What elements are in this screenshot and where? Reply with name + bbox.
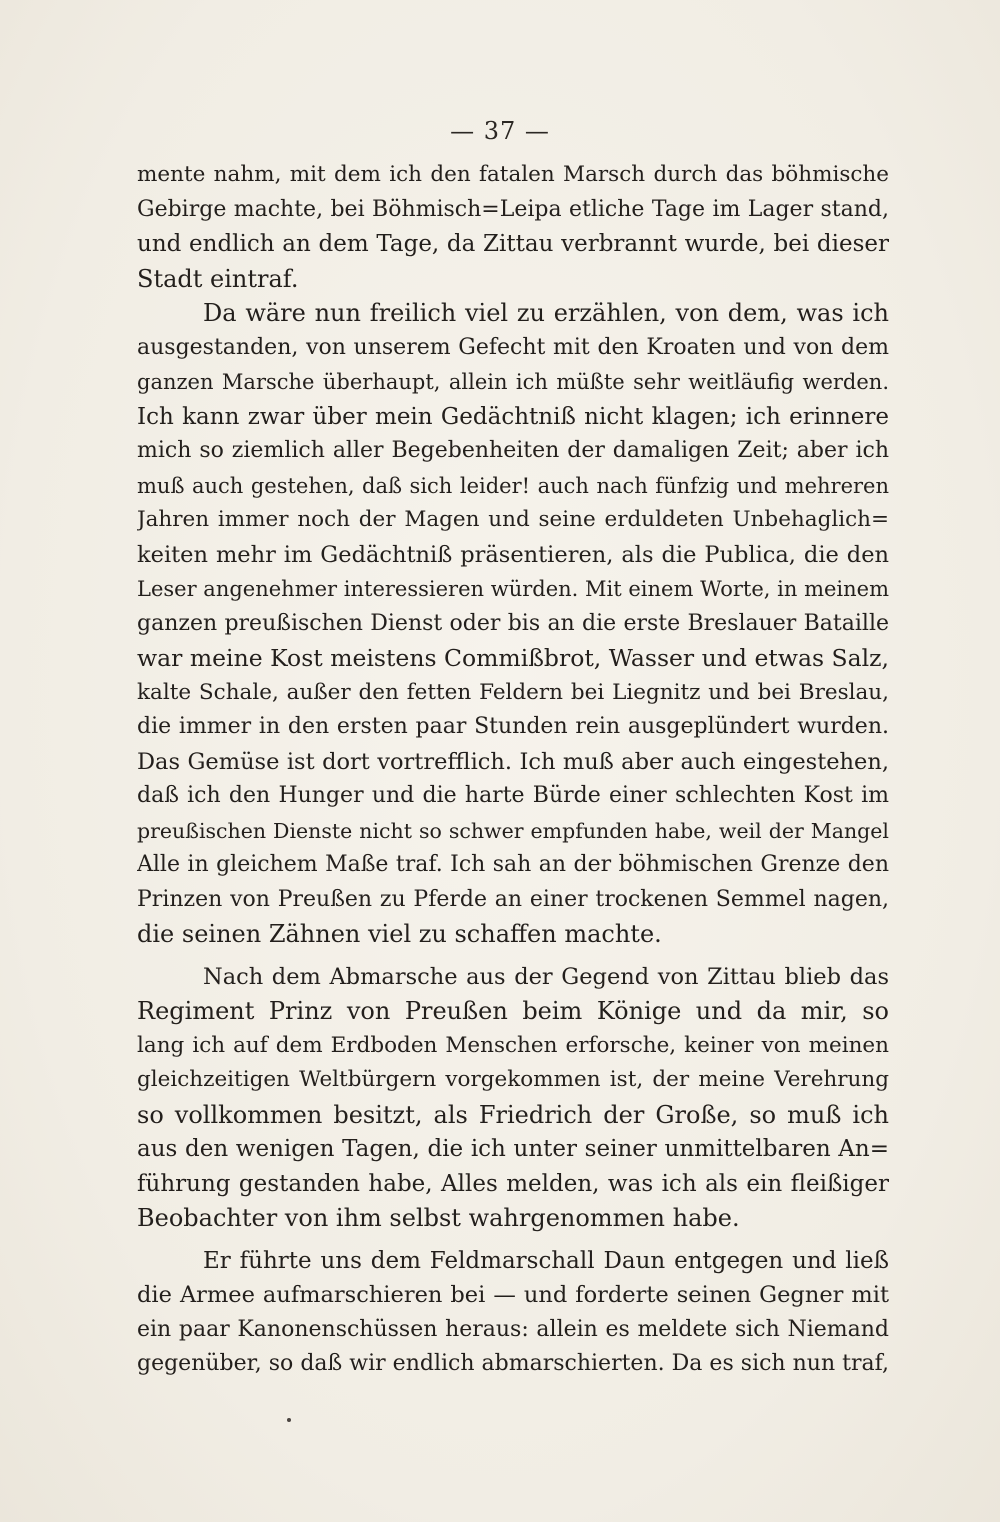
text-line: keiten mehr im Gedächtniß präsentieren, als die Publica, die den bbox=[137, 541, 889, 568]
text-line: Beobachter von ihm selbst wahrgenommen habe. bbox=[137, 1204, 740, 1232]
text-line: mich so ziemlich aller Begebenheiten der damaligen Zeit; aber ich bbox=[137, 438, 889, 463]
text-line: Gebirge machte, bei Böhmisch=Leipa etliche Tage im Lager stand, bbox=[137, 196, 889, 222]
text-line: preußischen Dienste nicht so schwer empfunden habe, weil der Mangel bbox=[137, 818, 889, 843]
text-line: die Armee aufmarschieren bei — und forderte seinen Gegner mit bbox=[137, 1282, 889, 1308]
text-line: gegenüber, so daß wir endlich abmarschierten. Da es sich nun traf, bbox=[137, 1351, 889, 1376]
text-line: die immer in den ersten paar Stunden rein ausgeplündert wurden. bbox=[137, 714, 889, 739]
text-line: Regiment Prinz von Preußen beim Könige und da mir, so bbox=[137, 997, 889, 1025]
page-number: — 37 — bbox=[450, 117, 550, 145]
text-line: ganzen preußischen Dienst oder bis an die erste Breslauer Bataille bbox=[137, 610, 889, 636]
text-line: Nach dem Abmarsche aus der Gegend von Zittau blieb das bbox=[203, 963, 889, 990]
text-line: Stadt eintraf. bbox=[137, 264, 299, 293]
text-line: aus den wenigen Tagen, die ich unter seiner unmittelbaren An= bbox=[137, 1136, 889, 1162]
text-line: daß ich den Hunger und die harte Bürde einer schlechten Kost im bbox=[137, 783, 889, 808]
text-line: Ich kann zwar über mein Gedächtniß nicht klagen; ich erinnere bbox=[137, 403, 889, 430]
text-line: ganzen Marsche überhaupt, allein ich müßte sehr weitläufig werden. bbox=[137, 370, 889, 394]
text-line: gleichzeitigen Weltbürgern vorgekommen ist, der meine Verehrung bbox=[137, 1067, 889, 1092]
text-line: muß auch gestehen, daß sich leider! auch nach fünfzig und mehreren bbox=[137, 473, 889, 498]
text-line: Leser angenehmer interessieren würden. Mit einem Worte, in meinem bbox=[137, 577, 889, 601]
text-line: so vollkommen besitzt, als Friedrich der Große, so muß ich bbox=[137, 1100, 889, 1129]
text-line: Prinzen von Preußen zu Pferde an einer trockenen Semmel nagen, bbox=[137, 886, 889, 912]
text-line: und endlich an dem Tage, da Zittau verbrannt wurde, bei dieser bbox=[137, 231, 889, 257]
text-line: lang ich auf dem Erdboden Menschen erforsche, keiner von meinen bbox=[137, 1032, 889, 1058]
text-line: Jahren immer noch der Magen und seine erduldeten Unbehaglich= bbox=[137, 507, 889, 532]
text-line: kalte Schale, außer den fetten Feldern bei Liegnitz und bei Breslau, bbox=[137, 679, 889, 705]
text-line: mente nahm, mit dem ich den fatalen Marsch durch das böhmische bbox=[137, 162, 889, 187]
text-line: die seinen Zähnen viel zu schaffen machte. bbox=[137, 920, 662, 948]
text-line: Er führte uns dem Feldmarschall Daun entgegen und ließ bbox=[203, 1247, 889, 1274]
text-line: führung gestanden habe, Alles melden, was ich als ein fleißiger bbox=[137, 1170, 889, 1197]
text-line: war meine Kost meistens Commißbrot, Wasser und etwas Salz, bbox=[137, 644, 889, 672]
text-line: Das Gemüse ist dort vortrefflich. Ich muß aber auch eingestehen, bbox=[137, 748, 889, 775]
body-text bbox=[137, 158, 889, 1382]
text-line: ein paar Kanonenschüssen heraus: allein es meldete sich Niemand bbox=[137, 1316, 889, 1342]
text-line: Da wäre nun freilich viel zu erzählen, von dem, was ich bbox=[203, 299, 889, 327]
text-line: Alle in gleichem Maße traf. Ich sah an der böhmischen Grenze den bbox=[137, 852, 889, 877]
text-line: ausgestanden, von unserem Gefecht mit den Kroaten und von dem bbox=[137, 334, 889, 360]
ink-speck bbox=[287, 1418, 291, 1422]
